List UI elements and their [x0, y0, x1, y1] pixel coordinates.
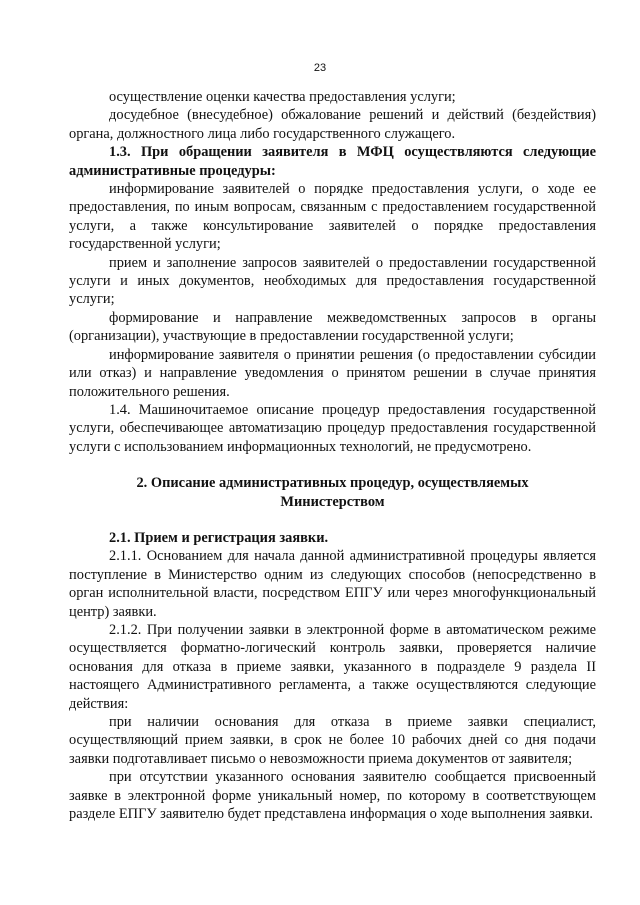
- paragraph-no-refusal: при отсутствии указанного основания заявителю сообщается присвоенный заявке в электронной форме уникальный номер, по которому в соответствующем разделе ЕПГУ заявителю будет представлена информация о ходе выполнения заявки.: [69, 769, 596, 823]
- section-1-3-item-requests: формирование и направление межведомственных запросов в органы (организации), участвующие в предоставлении государственной услуги;: [69, 309, 596, 345]
- section-1-3-heading: 1.3. При обращении заявителя в МФЦ осуществляются следующие административные процедуры:: [69, 144, 596, 179]
- section-2-heading-line1: 2. Описание административных процедур, осуществляемых: [136, 475, 529, 492]
- section-1-3-item-informing: информирование заявителей о порядке предоставления услуги, о ходе ее предоставления, по иным вопросам, связанным с предоставлением государственной услуги, а также консультирование заявителей о порядке предоставления государственной услуги;: [69, 181, 596, 253]
- section-1-3-item-reception: прием и заполнение запросов заявителей о предоставлении государственной услуги и иных документов, необходимых для предоставления государственной услуги;: [69, 254, 596, 308]
- paragraph-appeal: досудебное (внесудебное) обжалование решений и действий (бездействия) органа, должностного лица либо государственного служащего.: [69, 107, 596, 142]
- page-number: 23: [313, 62, 327, 74]
- paragraph-quality-assessment: осуществление оценки качества предоставления услуги;: [109, 89, 456, 105]
- section-2-heading: [69, 474, 596, 511]
- document-body: [69, 88, 596, 823]
- section-1-4-paragraph: 1.4. Машиночитаемое описание процедур предоставления государственной услуги, обеспечивающее автоматизацию процедур предоставления государственной услуги с использованием информационных технологий, не предусмотрено.: [69, 401, 596, 455]
- paragraph-2-1-1: 2.1.1. Основанием для начала данной административной процедуры является поступление в Министерство одним из следующих способов (непосредственно в орган исполнительной власти, посредством ЕПГУ или через многофункциональный центр) заявки.: [69, 548, 596, 620]
- section-1-3-item-decision: информирование заявителя о принятии решения (о предоставлении субсидии или отказ) и направление уведомления о принятом решении в случае принятия положительного решения.: [69, 346, 596, 400]
- section-2-1-subheading: 2.1. Прием и регистрация заявки.: [109, 529, 329, 546]
- spacer: [69, 456, 596, 474]
- paragraph-2-1-2: 2.1.2. При получении заявки в электронной форме в автоматическом режиме осуществляется форматно-логический контроль заявки, проверяется наличие основания для отказа в приеме заявки, указанного в подразделе 9 раздела II настоящего Административного регламента, а также осуществляются следующие действия:: [69, 621, 596, 712]
- paragraph-refusal-basis: при наличии основания для отказа в приеме заявки специалист, осуществляющий прием заявки, в срок не более 10 рабочих дней со дня подачи заявки подготавливает письмо о невозможности приема документов от заявителя;: [69, 714, 596, 767]
- spacer: [69, 511, 596, 529]
- section-2-heading-line2: Министерством: [280, 493, 385, 510]
